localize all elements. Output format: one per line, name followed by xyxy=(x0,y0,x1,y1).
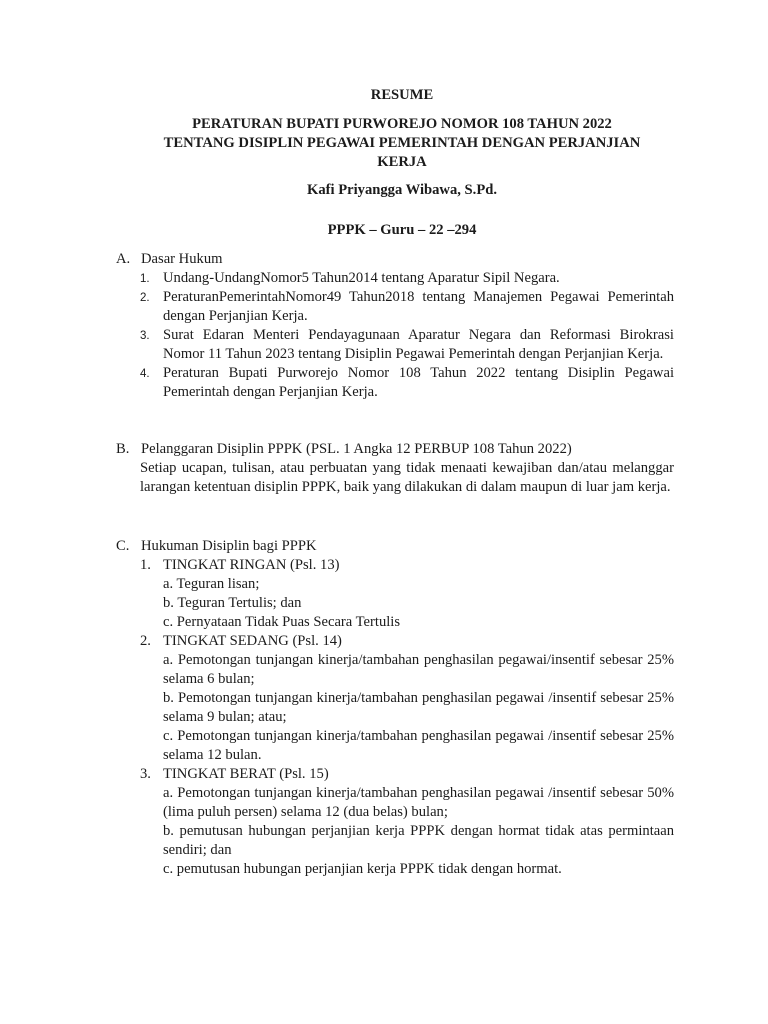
section-letter: B. xyxy=(116,441,130,457)
item-text: Undang-UndangNomor5 Tahun2014 tentang Aparatur Sipil Negara. xyxy=(163,270,560,286)
level-number: 3. xyxy=(140,766,151,782)
penalty-level-medium xyxy=(116,632,674,651)
section-letter: C. xyxy=(116,538,130,554)
penalty-item: c. pemutusan hubungan perjanjian kerja PPPK tidak dengan hormat. xyxy=(163,861,562,877)
section-heading xyxy=(116,250,674,269)
penalty-item: a. Pemotongan tunjangan kinerja/tambahan penghasilan pegawai/insentif sebesar 25% selama 6 bulan; xyxy=(163,652,674,687)
section-paragraph: Setiap ucapan, tulisan, atau perbuatan yang tidak menaati kewajiban dan/atau melanggar larangan ketentuan disiplin PPPK, baik yang dilakukan di dalam maupun di luar jam kerja. xyxy=(140,460,674,495)
penalty-level-heavy xyxy=(116,765,674,784)
legal-basis-list xyxy=(116,269,674,402)
section-title: Dasar Hukum xyxy=(141,251,223,267)
list-item xyxy=(116,288,674,326)
section-violation xyxy=(116,440,674,497)
penalty-item: b. pemutusan hubungan perjanjian kerja PPPK dengan hormat tidak atas permintaan sendiri; dan xyxy=(163,823,674,858)
item-text: PeraturanPemerintahNomor49 Tahun2018 tentang Manajemen Pegawai Pemerintah dengan Perjanjian Kerja. xyxy=(163,289,674,324)
regulation-title-line: TENTANG DISIPLIN PEGAWAI PEMERINTAH DENGAN PERJANJIAN xyxy=(163,135,641,151)
section-penalties xyxy=(116,537,674,879)
resume-title: RESUME xyxy=(370,87,434,103)
penalty-item: c. Pemotongan tunjangan kinerja/tambahan penghasilan pegawai /insentif sebesar 25% selama 12 bulan. xyxy=(163,728,674,763)
section-legal-basis xyxy=(116,250,674,402)
section-letter: A. xyxy=(116,251,131,267)
item-number: 4. xyxy=(140,368,150,380)
employee-code: PPPK – Guru – 22 –294 xyxy=(327,222,477,238)
penalty-level-light xyxy=(116,556,674,575)
level-title: TINGKAT RINGAN (Psl. 13) xyxy=(163,557,340,573)
list-item xyxy=(116,269,674,288)
item-number: 3. xyxy=(140,330,150,342)
level-title: TINGKAT BERAT (Psl. 15) xyxy=(163,766,329,782)
penalty-item: b. Pemotongan tunjangan kinerja/tambahan penghasilan pegawai /insentif sebesar 25% selama 9 bulan; atau; xyxy=(163,690,674,725)
penalty-item: c. Pernyataan Tidak Puas Secara Tertulis xyxy=(163,614,401,630)
section-title: Pelanggaran Disiplin PPPK (PSL. 1 Angka 12 PERBUP 108 Tahun 2022) xyxy=(141,441,572,457)
level-number: 2. xyxy=(140,633,151,649)
item-number: 1. xyxy=(140,273,150,285)
section-heading xyxy=(116,537,674,556)
level-number: 1. xyxy=(140,557,151,573)
item-text: Peraturan Bupati Purworejo Nomor 108 Tahun 2022 tentang Disiplin Pegawai Pemerintah dengan Perjanjian Kerja. xyxy=(163,365,674,400)
section-heading xyxy=(116,440,674,459)
level-title: TINGKAT SEDANG (Psl. 14) xyxy=(163,633,342,649)
regulation-title-line: PERATURAN BUPATI PURWOREJO NOMOR 108 TAHUN 2022 xyxy=(192,116,612,132)
author-name: Kafi Priyangga Wibawa, S.Pd. xyxy=(306,182,498,198)
penalty-item: a. Pemotongan tunjangan kinerja/tambahan penghasilan pegawai /insentif sebesar 50% (lima puluh persen) selama 12 (dua belas) bulan; xyxy=(163,785,674,820)
penalty-item: b. Teguran Tertulis; dan xyxy=(163,595,302,611)
penalty-item: a. Teguran lisan; xyxy=(163,576,260,592)
list-item xyxy=(116,364,674,402)
regulation-title-line: KERJA xyxy=(377,154,427,170)
item-text: Surat Edaran Menteri Pendayagunaan Aparatur Negara dan Reformasi Birokrasi Nomor 11 Tahun 2023 tentang Disiplin Pegawai Pemerintah dengan Perjanjian Kerja. xyxy=(163,327,674,362)
list-item xyxy=(116,326,674,364)
item-number: 2. xyxy=(140,292,150,304)
section-title: Hukuman Disiplin bagi PPPK xyxy=(141,538,317,554)
